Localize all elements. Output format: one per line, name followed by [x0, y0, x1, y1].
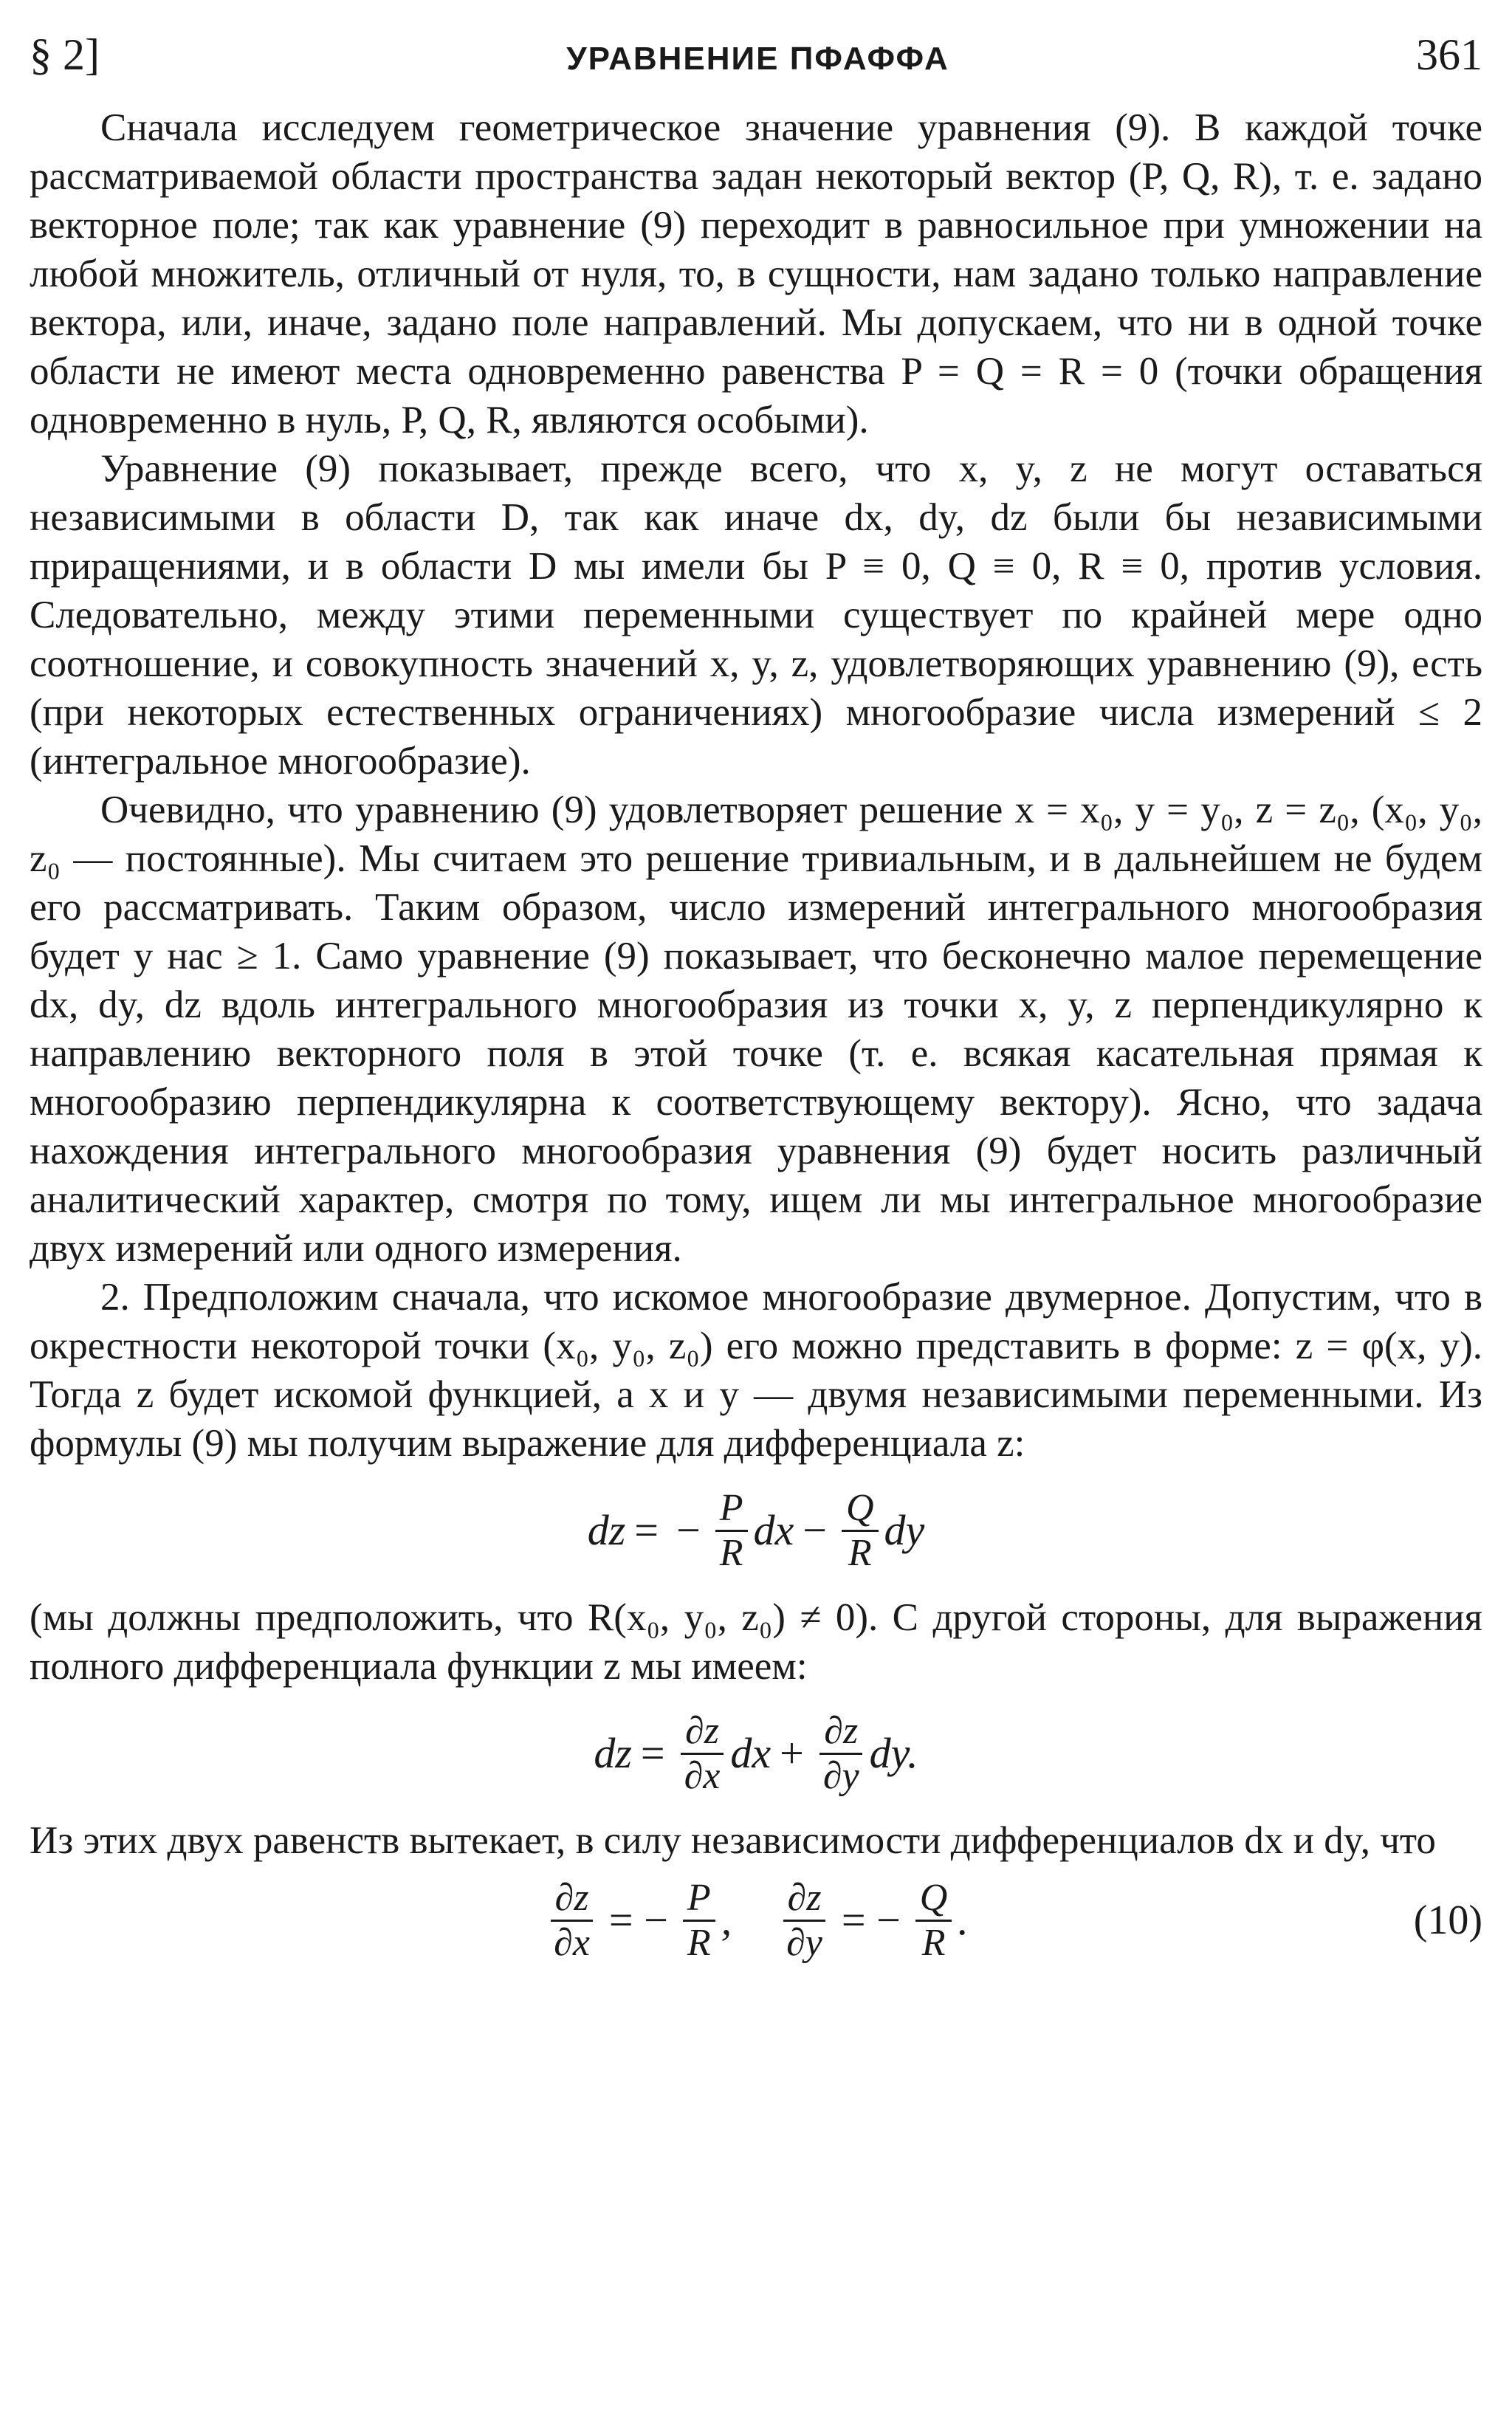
eq3-c-num: ∂z — [783, 1877, 826, 1922]
eq2-f2-den: ∂y — [822, 1754, 859, 1797]
eq2-lhs: dz — [594, 1729, 632, 1777]
eq3-equals-a: = − — [608, 1896, 668, 1944]
eq1-f2-den: R — [848, 1531, 872, 1574]
eq1-f2-num: Q — [842, 1487, 879, 1532]
eq3-b-num: P — [683, 1877, 715, 1922]
eq1-term-1: dx — [753, 1506, 794, 1554]
eq2-fraction-2 — [819, 1710, 864, 1798]
eq2-f2-num: ∂z — [819, 1710, 862, 1755]
eq3-fraction-a — [549, 1877, 594, 1965]
paragraph-4: 2. Предположим сначала, что искомое многообразие двумерное. Допустим, что в окрестности некоторой точки (x₀, y₀, z₀) его можно представить в форме: z = φ(x, y). Тогда z будет искомой функцией, а x и y — двумя независимыми переменными. Из формулы (9) мы получим выражение для дифференциала z: — [30, 1276, 1482, 1465]
eq3-fraction-d — [915, 1877, 952, 1965]
paragraph-6: Из этих двух равенств вытекает, в силу независимости дифференциалов dx и dy, что — [30, 1819, 1436, 1862]
eq2-equals: = — [640, 1729, 665, 1777]
eq2-f1-num: ∂z — [681, 1710, 724, 1755]
equation-dz-2 — [30, 1691, 1482, 1816]
paragraph-2: Уравнение (9) показывает, прежде всего, что x, y, z не могут оставаться независимыми в области D, так как иначе dx, dy, dz были бы независимыми приращениями, и в области D мы имели бы P ≡ 0, Q ≡ 0, R ≡ 0, против условия. Следовательно, между этими переменными существует по крайней мере одно соотношение, и совокупность значений x, y, z, удовлетворяющих уравнению (9), есть (при некоторых естественных ограничениях) многообразие числа измерений ≤ 2 (интегральное многообразие). — [30, 447, 1482, 783]
eq1-equals: = — [634, 1506, 659, 1554]
eq3-fraction-b — [683, 1877, 715, 1965]
eq2-fraction-1 — [680, 1710, 725, 1798]
paragraph-3: Очевидно, что уравнению (9) удовлетворяет решение x = x₀, y = y₀, z = z₀, (x₀, y₀, z₀ — постоянные). Мы считаем это решение тривиальным, и в дальнейшем не будем его рассматривать. Таким образом, число измерений интегрального многообразия будет у нас ≥ 1. Само уравнение (9) показывает, что бесконечно малое перемещение dx, dy, dz вдоль интегрального многообразия из точки x, y, z перпендикулярно к направлению векторного поля в этой точке (т. е. всякая касательная прямая к многообразию перпендикулярна к соответствующему вектору). Ясно, что задача нахождения интегрального многообразия уравнения (9) будет носить различный аналитический характер, смотря по тому, ищем ли мы интегральное многообразие двух измерений или одного измерения. — [30, 788, 1482, 1270]
eq1-f1-den: R — [719, 1531, 743, 1574]
eq1-lhs: dz — [587, 1506, 626, 1554]
eq1-fraction-2 — [842, 1487, 879, 1575]
equation-number: (10) — [1413, 1897, 1482, 1943]
eq3-d-num: Q — [915, 1877, 952, 1922]
section-marker: § 2] — [30, 30, 100, 79]
page-number: 361 — [1416, 30, 1482, 79]
eq1-f1-num: P — [715, 1487, 748, 1532]
eq1-minus-1: − — [676, 1506, 701, 1554]
eq1-fraction-1 — [715, 1487, 748, 1575]
paragraph-1: Сначала исследуем геометрическое значение уравнения (9). В каждой точке рассматриваемой области пространства задан некоторый вектор (P, Q, R), т. е. задано векторное поле; так как уравнение (9) переходит в равносильное при умножении на любой множитель, отличный от нуля, то, в сущности, нам задано только направление вектора, или, иначе, задано поле направлений. Мы допускаем, что ни в одной точке области не имеют места одновременно равенства P = Q = R = 0 (точки обращения одновременно в нуль, P, Q, R, являются особыми). — [30, 106, 1482, 441]
eq2-term-1: dx — [730, 1729, 772, 1777]
eq2-f1-den: ∂x — [684, 1754, 721, 1797]
paragraph-5: (мы должны предположить, что R(x₀, y₀, z₀) ≠ 0). С другой стороны, для выражения полного дифференциала функции z мы имеем: — [30, 1596, 1482, 1688]
eq3-separator: , — [721, 1896, 732, 1944]
running-title: УРАВНЕНИЕ ПФАФФА — [566, 41, 949, 77]
eq3-equals-c: = − — [841, 1896, 901, 1944]
eq2-plus: + — [780, 1729, 804, 1777]
eq3-c-den: ∂y — [786, 1921, 822, 1964]
eq3-a-num: ∂z — [551, 1877, 594, 1922]
eq3-d-den: R — [921, 1921, 946, 1964]
equation-dz-1 — [30, 1468, 1482, 1593]
page-body — [30, 103, 1482, 1976]
eq3-b-den: R — [687, 1921, 711, 1964]
eq3-end: . — [958, 1896, 969, 1944]
eq3-a-den: ∂x — [554, 1921, 590, 1964]
eq1-term-2: dy — [884, 1506, 925, 1554]
running-header — [30, 30, 1482, 103]
eq1-minus-2: − — [803, 1506, 827, 1554]
eq3-fraction-c — [782, 1877, 827, 1965]
equation-10 — [30, 1865, 1482, 1976]
eq2-term-2: dy. — [869, 1729, 918, 1777]
